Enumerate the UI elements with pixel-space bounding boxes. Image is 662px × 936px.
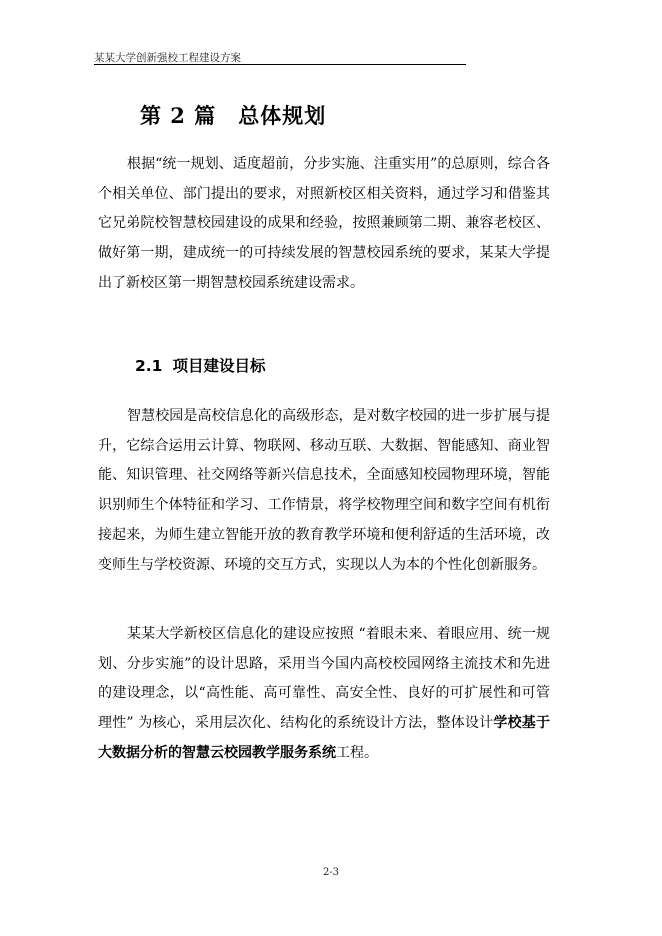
page-number: 2-3 xyxy=(322,867,340,878)
section-number: 2.1 xyxy=(135,357,163,375)
intro-paragraph: 根据“统一规划、适度超前，分步实施、注重实用”的总原则，综合各个相关单位、部门提出的要求，对照新校区相关资料，通过学习和借鉴其它兄弟院校智慧校园建设的成果和经验，按照兼顾第二期、兼容老校区、做好第一期，建成统一的可持续发展的智慧校园系统的要求，某某大学提出了新校区第一期智慧校园系统建设需求。 xyxy=(98,156,550,291)
section-name: 项目建设目标 xyxy=(172,357,266,375)
chapter-name: 总体规划 xyxy=(238,103,327,128)
paragraph-2-text-start: 某某大学新校区信息化的建设应按照 “着眼未来、着眼应用、统一规划、分步实施”的设计思路，采用当今国内高校校园网络主流技术和先进的建设理念，以“高性能、高可靠性、高安全性、良好的可扩展性和可管理性” 为核心，采用层次化、结构化的系统设计方法，整体设计 xyxy=(98,626,550,732)
running-header: 某某大学创新强校工程建设方案 xyxy=(94,52,241,64)
body-paragraph-1: 智慧校园是高校信息化的高级形态，是对数字校园的进一步扩展与提升，它综合运用云计算、物联网、移动互联、大数据、智能感知、商业智能、知识管理、社交网络等新兴信息技术，全面感知校园物理环境，智能识别师生个体特征和学习、工作情景，将学校物理空间和数字空间有机衔接起来，为师生建立智能开放的教育教学环境和便利舒适的生活环境，改变师生与学校资源、环境的交互方式，实现以人为本的个性化创新服务。 xyxy=(98,408,550,573)
chapter-title xyxy=(140,100,326,130)
paragraph-2-text-end: 工程。 xyxy=(336,744,378,761)
paragraph-2-emphasis: 学校基于大数据分析的智慧云校园教学服务系统 xyxy=(98,715,551,761)
header-rule xyxy=(94,64,466,65)
chapter-number: 第 2 篇 xyxy=(140,103,217,128)
body-paragraph-2 xyxy=(98,620,550,769)
section-title xyxy=(135,354,265,376)
